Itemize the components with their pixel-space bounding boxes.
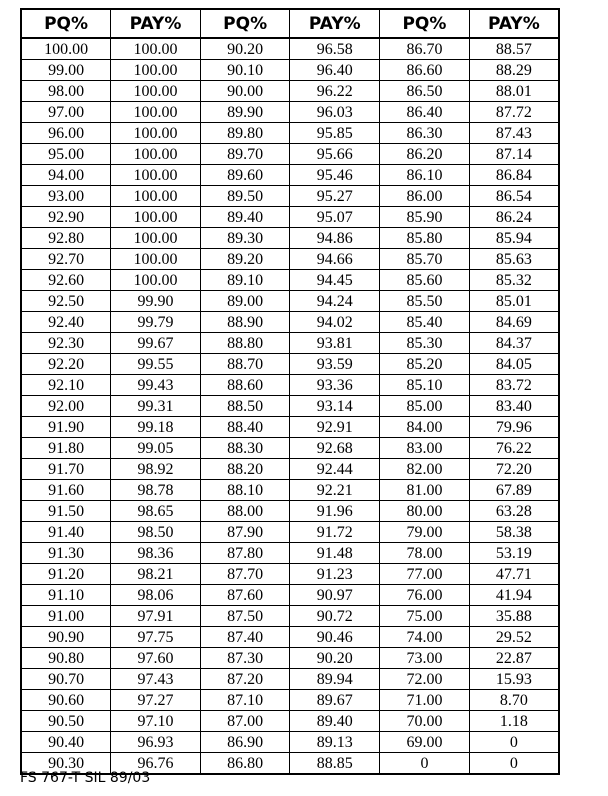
pay-cell: 88.01 [469,81,559,102]
pay-cell: 88.29 [469,60,559,81]
pay-cell: 90.97 [290,585,380,606]
pay-cell: 0 [469,753,559,775]
pay-cell: 87.14 [469,144,559,165]
table-row [21,438,559,459]
pay-cell: 100.00 [111,123,201,144]
pay-cell: 100.00 [111,186,201,207]
pq-cell: 89.20 [200,249,290,270]
pay-cell: 93.14 [290,396,380,417]
pay-cell: 94.86 [290,228,380,249]
pq-cell: 86.70 [380,38,470,60]
table-header-row [21,9,559,38]
table-row [21,165,559,186]
pay-cell: 89.40 [290,711,380,732]
pq-cell: 97.00 [21,102,111,123]
pq-cell: 98.00 [21,81,111,102]
pq-cell: 92.60 [21,270,111,291]
pq-cell: 86.60 [380,60,470,81]
pq-cell: 92.10 [21,375,111,396]
pq-cell: 74.00 [380,627,470,648]
column-header-pay: PAY% [290,9,380,38]
pay-cell: 100.00 [111,228,201,249]
pay-cell: 94.02 [290,312,380,333]
table-row [21,123,559,144]
pay-cell: 84.37 [469,333,559,354]
pq-cell: 87.20 [200,669,290,690]
pq-cell: 91.30 [21,543,111,564]
pq-cell: 86.00 [380,186,470,207]
pq-cell: 90.30 [21,753,111,775]
table-row [21,228,559,249]
pq-cell: 95.00 [21,144,111,165]
pq-cell: 100.00 [21,38,111,60]
pay-cell: 90.20 [290,648,380,669]
table-row [21,417,559,438]
table-row [21,102,559,123]
pay-cell: 99.31 [111,396,201,417]
pq-cell: 88.70 [200,354,290,375]
pq-cell: 91.80 [21,438,111,459]
pq-cell: 92.40 [21,312,111,333]
pay-cell: 94.66 [290,249,380,270]
table-row [21,711,559,732]
pq-cell: 86.50 [380,81,470,102]
pay-cell: 22.87 [469,648,559,669]
pay-cell: 99.79 [111,312,201,333]
pq-cell: 93.00 [21,186,111,207]
table-row [21,249,559,270]
table-row [21,732,559,753]
pay-cell: 63.28 [469,501,559,522]
pay-cell: 98.92 [111,459,201,480]
pay-cell: 96.93 [111,732,201,753]
table-row [21,144,559,165]
pay-cell: 100.00 [111,144,201,165]
pay-cell: 95.66 [290,144,380,165]
pq-cell: 85.70 [380,249,470,270]
pq-cell: 92.90 [21,207,111,228]
pq-cell: 87.90 [200,522,290,543]
pay-cell: 96.58 [290,38,380,60]
table-row [21,291,559,312]
pq-cell: 76.00 [380,585,470,606]
pay-cell: 96.03 [290,102,380,123]
pay-cell: 87.72 [469,102,559,123]
pq-cell: 89.30 [200,228,290,249]
pay-cell: 35.88 [469,606,559,627]
table-row [21,81,559,102]
pq-cell: 91.20 [21,564,111,585]
pq-cell: 91.90 [21,417,111,438]
pq-cell: 92.20 [21,354,111,375]
pay-cell: 76.22 [469,438,559,459]
pq-cell: 89.60 [200,165,290,186]
pay-cell: 86.54 [469,186,559,207]
pay-cell: 85.01 [469,291,559,312]
pay-cell: 53.19 [469,543,559,564]
pq-cell: 80.00 [380,501,470,522]
pq-cell: 91.60 [21,480,111,501]
pq-cell: 79.00 [380,522,470,543]
pay-cell: 99.67 [111,333,201,354]
pay-cell: 99.43 [111,375,201,396]
pq-cell: 75.00 [380,606,470,627]
pq-cell: 90.40 [21,732,111,753]
pay-cell: 83.40 [469,396,559,417]
pq-cell: 81.00 [380,480,470,501]
pq-cell: 69.00 [380,732,470,753]
pay-cell: 58.38 [469,522,559,543]
pay-cell: 97.27 [111,690,201,711]
pq-cell: 92.30 [21,333,111,354]
pq-cell: 86.90 [200,732,290,753]
table-row [21,690,559,711]
pay-cell: 89.67 [290,690,380,711]
pq-cell: 89.50 [200,186,290,207]
pay-cell: 100.00 [111,165,201,186]
pq-cell: 88.30 [200,438,290,459]
pay-cell: 0 [469,732,559,753]
pq-cell: 90.10 [200,60,290,81]
column-header-pq: PQ% [21,9,111,38]
pq-cell: 90.00 [200,81,290,102]
pay-cell: 99.05 [111,438,201,459]
table-row [21,38,559,60]
pay-cell: 97.75 [111,627,201,648]
pq-cell: 90.90 [21,627,111,648]
pay-cell: 98.78 [111,480,201,501]
pay-cell: 85.94 [469,228,559,249]
pq-cell: 91.50 [21,501,111,522]
pq-cell: 85.50 [380,291,470,312]
pay-cell: 91.23 [290,564,380,585]
pq-cell: 72.00 [380,669,470,690]
pay-cell: 99.55 [111,354,201,375]
pq-cell: 92.80 [21,228,111,249]
pay-cell: 90.46 [290,627,380,648]
pq-cell: 92.50 [21,291,111,312]
pay-cell: 100.00 [111,207,201,228]
pay-cell: 91.48 [290,543,380,564]
pay-cell: 98.65 [111,501,201,522]
table-row [21,648,559,669]
pay-cell: 92.91 [290,417,380,438]
table-row [21,564,559,585]
pay-cell: 93.36 [290,375,380,396]
pq-cell: 90.70 [21,669,111,690]
pay-cell: 29.52 [469,627,559,648]
table-body [21,38,559,774]
table-row [21,669,559,690]
pay-cell: 98.36 [111,543,201,564]
pay-cell: 97.43 [111,669,201,690]
pq-cell: 88.20 [200,459,290,480]
table-row [21,186,559,207]
column-header-pay: PAY% [469,9,559,38]
pq-cell: 85.90 [380,207,470,228]
pq-cell: 88.90 [200,312,290,333]
table-row [21,522,559,543]
pay-cell: 98.06 [111,585,201,606]
pq-cell: 0 [380,753,470,775]
pq-cell: 77.00 [380,564,470,585]
pay-cell: 86.24 [469,207,559,228]
pq-cell: 88.50 [200,396,290,417]
pay-cell: 67.89 [469,480,559,501]
pq-cell: 86.10 [380,165,470,186]
pay-cell: 100.00 [111,102,201,123]
pay-cell: 95.27 [290,186,380,207]
pq-cell: 71.00 [380,690,470,711]
pay-cell: 41.94 [469,585,559,606]
pay-cell: 79.96 [469,417,559,438]
pay-cell: 92.68 [290,438,380,459]
pq-cell: 86.20 [380,144,470,165]
pq-cell: 90.60 [21,690,111,711]
pq-cell: 92.70 [21,249,111,270]
pq-cell: 87.50 [200,606,290,627]
pay-cell: 95.46 [290,165,380,186]
pay-cell: 87.43 [469,123,559,144]
pay-cell: 96.22 [290,81,380,102]
pq-cell: 89.80 [200,123,290,144]
pq-cell: 87.40 [200,627,290,648]
pq-cell: 87.80 [200,543,290,564]
pq-cell: 88.40 [200,417,290,438]
pq-cell: 88.80 [200,333,290,354]
pq-cell: 90.20 [200,38,290,60]
pq-cell: 91.40 [21,522,111,543]
form-number: FS 767-T SIL 89/03 [20,770,151,786]
table-row [21,333,559,354]
pay-cell: 85.32 [469,270,559,291]
pq-cell: 83.00 [380,438,470,459]
pay-cell: 96.76 [111,753,201,775]
pq-cell: 87.00 [200,711,290,732]
pay-cell: 84.05 [469,354,559,375]
pq-cell: 86.30 [380,123,470,144]
table-row [21,606,559,627]
pay-cell: 89.94 [290,669,380,690]
pay-cell: 47.71 [469,564,559,585]
pq-cell: 89.70 [200,144,290,165]
pq-cell: 87.30 [200,648,290,669]
pq-cell: 82.00 [380,459,470,480]
pay-cell: 91.96 [290,501,380,522]
pq-cell: 89.10 [200,270,290,291]
pay-cell: 1.18 [469,711,559,732]
pay-cell: 97.60 [111,648,201,669]
table-row [21,396,559,417]
pq-cell: 86.80 [200,753,290,775]
table-row [21,585,559,606]
pq-cell: 78.00 [380,543,470,564]
pay-cell: 90.72 [290,606,380,627]
table-row [21,459,559,480]
table-row [21,480,559,501]
pq-cell: 92.00 [21,396,111,417]
table-row [21,501,559,522]
pq-cell: 91.00 [21,606,111,627]
pay-cell: 86.84 [469,165,559,186]
pq-cell: 85.40 [380,312,470,333]
pq-cell: 89.00 [200,291,290,312]
pay-cell: 88.85 [290,753,380,775]
pay-cell: 99.18 [111,417,201,438]
table-row [21,60,559,81]
pq-cell: 85.80 [380,228,470,249]
pq-cell: 85.60 [380,270,470,291]
table-row [21,543,559,564]
pay-cell: 96.40 [290,60,380,81]
pay-cell: 92.21 [290,480,380,501]
pay-cell: 8.70 [469,690,559,711]
table-row [21,354,559,375]
pay-cell: 92.44 [290,459,380,480]
pq-cell: 86.40 [380,102,470,123]
pay-cell: 93.59 [290,354,380,375]
pay-cell: 84.69 [469,312,559,333]
table-row [21,312,559,333]
pay-cell: 100.00 [111,249,201,270]
pay-cell: 85.63 [469,249,559,270]
pq-cell: 89.40 [200,207,290,228]
pq-cell: 84.00 [380,417,470,438]
pay-cell: 94.24 [290,291,380,312]
table-row [21,375,559,396]
column-header-pq: PQ% [200,9,290,38]
pq-cell: 85.00 [380,396,470,417]
pay-cell: 97.10 [111,711,201,732]
pay-cell: 72.20 [469,459,559,480]
pay-cell: 94.45 [290,270,380,291]
pay-cell: 100.00 [111,38,201,60]
pq-cell: 87.70 [200,564,290,585]
table-row [21,207,559,228]
pay-cell: 88.57 [469,38,559,60]
pq-cell: 85.10 [380,375,470,396]
pq-cell: 99.00 [21,60,111,81]
table-row [21,627,559,648]
column-header-pay: PAY% [111,9,201,38]
pq-cell: 88.60 [200,375,290,396]
pq-cell: 88.10 [200,480,290,501]
pq-cell: 87.10 [200,690,290,711]
pq-cell: 85.20 [380,354,470,375]
pq-cell: 85.30 [380,333,470,354]
pay-cell: 99.90 [111,291,201,312]
pq-cell: 90.80 [21,648,111,669]
pq-cell: 96.00 [21,123,111,144]
pay-cell: 93.81 [290,333,380,354]
pay-cell: 100.00 [111,81,201,102]
pay-cell: 83.72 [469,375,559,396]
column-header-pq: PQ% [380,9,470,38]
pq-cell: 70.00 [380,711,470,732]
pay-cell: 100.00 [111,60,201,81]
pay-cell: 95.85 [290,123,380,144]
pq-cell: 73.00 [380,648,470,669]
pq-cell: 91.70 [21,459,111,480]
pay-cell: 89.13 [290,732,380,753]
pay-cell: 91.72 [290,522,380,543]
pay-cell: 97.91 [111,606,201,627]
pay-cell: 95.07 [290,207,380,228]
pay-cell: 98.21 [111,564,201,585]
pq-cell: 90.50 [21,711,111,732]
pay-cell: 100.00 [111,270,201,291]
pq-cell: 91.10 [21,585,111,606]
pay-cell: 15.93 [469,669,559,690]
pq-cell: 94.00 [21,165,111,186]
pay-cell: 98.50 [111,522,201,543]
pq-cell: 88.00 [200,501,290,522]
pq-cell: 87.60 [200,585,290,606]
pay-factor-table [20,8,560,775]
pq-cell: 89.90 [200,102,290,123]
table-row [21,270,559,291]
